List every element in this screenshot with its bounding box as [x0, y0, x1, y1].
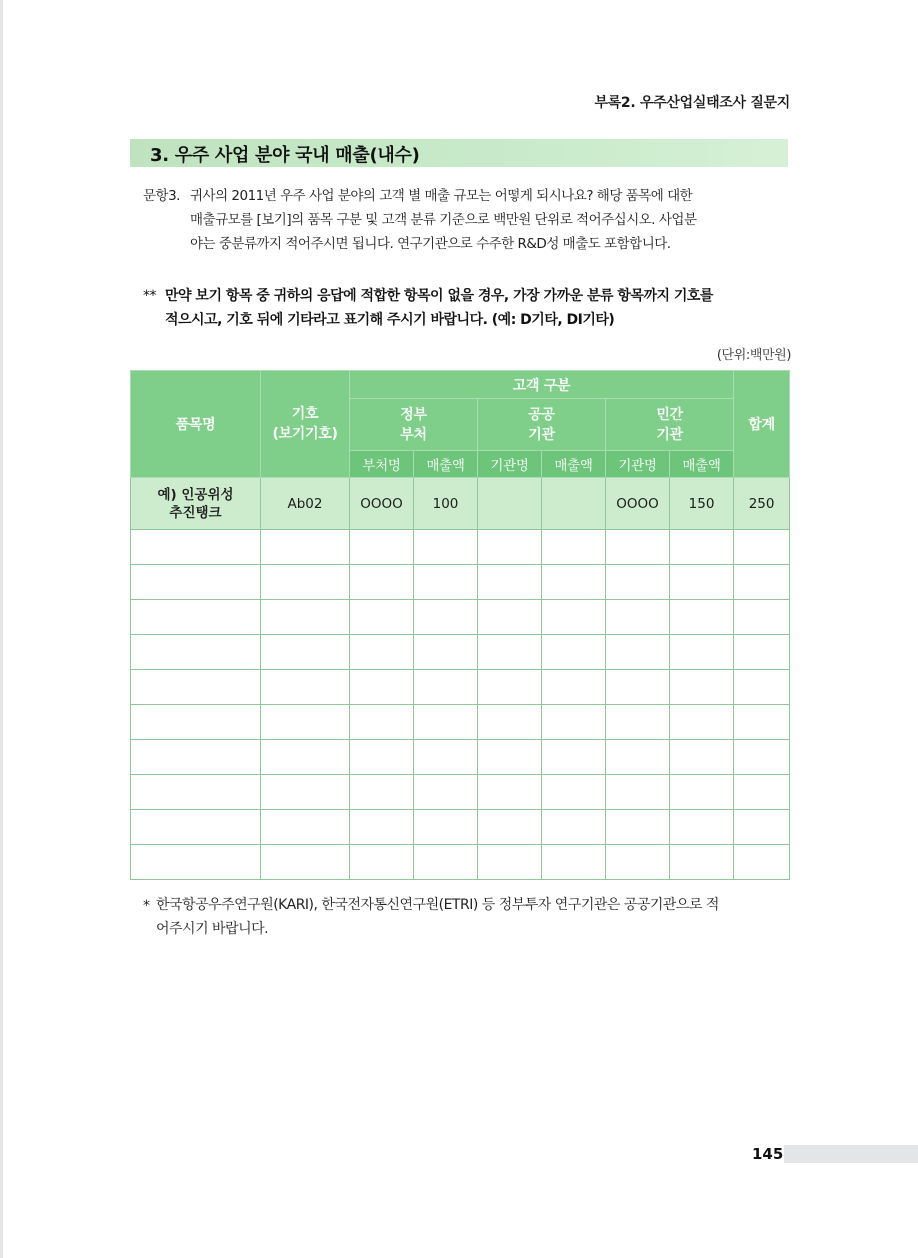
- note-line-1: 만약 보기 항목 중 귀하의 응답에 적합한 항목이 없을 경우, 가장 가까운 분류 항목까지 기호를: [165, 288, 713, 304]
- blank-cell[interactable]: [734, 705, 790, 740]
- header-government-line-2: 부처: [400, 426, 427, 443]
- table-row: [131, 775, 790, 810]
- blank-cell[interactable]: [131, 565, 261, 600]
- blank-cell[interactable]: [261, 635, 350, 670]
- blank-cell[interactable]: [261, 705, 350, 740]
- blank-cell[interactable]: [478, 530, 542, 565]
- blank-cell[interactable]: [350, 565, 414, 600]
- header-code-line-1: 기호: [291, 406, 319, 422]
- running-header: 부록2. 우주산업실태조사 질문지: [594, 95, 790, 111]
- note-mark: **: [143, 288, 156, 304]
- blank-cell[interactable]: [542, 670, 606, 705]
- question-line-3: 야는 중분류까지 적어주시면 됩니다. 연구기관으로 수주한 R&D성 매출도 포함합니다.: [190, 236, 671, 252]
- blank-cell[interactable]: [478, 635, 542, 670]
- blank-cell[interactable]: [261, 530, 350, 565]
- table-row: [131, 635, 790, 670]
- header-government: [350, 399, 478, 451]
- blank-cell[interactable]: [606, 775, 670, 810]
- blank-cell[interactable]: [734, 775, 790, 810]
- blank-cell[interactable]: [478, 810, 542, 845]
- example-item-line-2: 추진탱크: [169, 504, 222, 521]
- blank-cell[interactable]: [478, 600, 542, 635]
- blank-cell[interactable]: [670, 845, 734, 880]
- table-row: [131, 670, 790, 705]
- blank-cell[interactable]: [542, 600, 606, 635]
- blank-cell[interactable]: [478, 845, 542, 880]
- blank-cell[interactable]: [542, 565, 606, 600]
- blank-cell[interactable]: [478, 565, 542, 600]
- blank-cell[interactable]: [261, 810, 350, 845]
- header-private-agency-name: 기관명: [606, 451, 670, 478]
- footnote-text: [156, 893, 793, 941]
- blank-cell[interactable]: [734, 530, 790, 565]
- header-private-line-2: 기관: [656, 426, 683, 443]
- footnote: [143, 893, 793, 941]
- header-public: [478, 399, 606, 451]
- blank-cell[interactable]: [261, 740, 350, 775]
- example-public-agency-name: [478, 478, 542, 530]
- blank-cell[interactable]: [350, 810, 414, 845]
- blank-cell[interactable]: [734, 740, 790, 775]
- blank-cell[interactable]: [350, 705, 414, 740]
- example-private-agency-name: OOOO: [606, 478, 670, 530]
- header-total: 합계: [734, 371, 790, 478]
- header-public-line-2: 기관: [528, 426, 555, 443]
- table-row: [131, 530, 790, 565]
- note-line-2: 적으시고, 기호 뒤에 기타라고 표기해 주시기 바랍니다. (예: D기타, DI기타): [165, 312, 615, 328]
- blank-cell[interactable]: [261, 845, 350, 880]
- blank-cell[interactable]: [542, 775, 606, 810]
- blank-cell[interactable]: [261, 775, 350, 810]
- blank-cell[interactable]: [350, 600, 414, 635]
- page-number: 145: [752, 1145, 784, 1163]
- blank-cell[interactable]: [414, 635, 478, 670]
- note-text: [165, 284, 793, 332]
- header-code-line-2: (보기기호): [272, 426, 338, 442]
- blank-cell[interactable]: [734, 670, 790, 705]
- blank-cell[interactable]: [670, 740, 734, 775]
- header-code: [261, 371, 350, 478]
- blank-cell[interactable]: [350, 530, 414, 565]
- blank-cell[interactable]: [131, 705, 261, 740]
- blank-cell[interactable]: [131, 810, 261, 845]
- table-row: [131, 600, 790, 635]
- blank-cell[interactable]: [131, 845, 261, 880]
- blank-cell[interactable]: [414, 600, 478, 635]
- footnote-line-1: 한국항공우주연구원(KARI), 한국전자통신연구원(ETRI) 등 정부투자 연구기관은 공공기관으로 적: [156, 897, 719, 913]
- blank-cell[interactable]: [131, 670, 261, 705]
- blank-cell[interactable]: [734, 635, 790, 670]
- blank-cell[interactable]: [542, 845, 606, 880]
- blank-cell[interactable]: [350, 775, 414, 810]
- blank-cell[interactable]: [670, 600, 734, 635]
- blank-cell[interactable]: [261, 600, 350, 635]
- question-line-1: 귀사의 2011년 우주 사업 분야의 고객 별 매출 규모는 어떻게 되시나요? 해당 품목에 대한: [190, 188, 693, 204]
- table-body: [131, 478, 790, 880]
- blank-cell[interactable]: [606, 670, 670, 705]
- section-title: 3. 우주 사업 분야 국내 매출(내수): [150, 145, 420, 166]
- blank-cell[interactable]: [670, 565, 734, 600]
- blank-cell[interactable]: [350, 845, 414, 880]
- example-ministry-name: OOOO: [350, 478, 414, 530]
- blank-cell[interactable]: [414, 530, 478, 565]
- instruction-note: [143, 284, 793, 332]
- blank-cell[interactable]: [734, 600, 790, 635]
- blank-cell[interactable]: [542, 740, 606, 775]
- blank-cell[interactable]: [670, 670, 734, 705]
- header-public-line-1: 공공: [528, 406, 555, 423]
- blank-cell[interactable]: [414, 565, 478, 600]
- blank-cell[interactable]: [131, 635, 261, 670]
- blank-cell[interactable]: [131, 530, 261, 565]
- blank-cell[interactable]: [606, 600, 670, 635]
- sales-table: [130, 370, 790, 880]
- blank-cell[interactable]: [670, 705, 734, 740]
- blank-cell[interactable]: [606, 845, 670, 880]
- question-label: 문항3.: [143, 188, 180, 204]
- blank-cell[interactable]: [542, 705, 606, 740]
- header-item-name: 품목명: [131, 371, 261, 478]
- section-title-bar: [130, 139, 788, 167]
- question-line-2: 매출규모를 [보기]의 품목 구분 및 고객 분류 기준으로 백만원 단위로 적어주십시오. 사업분: [190, 212, 697, 228]
- page-number-bar: [784, 1145, 918, 1163]
- blank-cell[interactable]: [670, 775, 734, 810]
- blank-cell[interactable]: [542, 530, 606, 565]
- example-row: [131, 478, 790, 530]
- blank-cell[interactable]: [606, 635, 670, 670]
- example-total: 250: [734, 478, 790, 530]
- blank-cell[interactable]: [414, 670, 478, 705]
- example-public-sales: [542, 478, 606, 530]
- blank-cell[interactable]: [734, 565, 790, 600]
- header-private-line-1: 민간: [656, 406, 683, 423]
- blank-cell[interactable]: [606, 740, 670, 775]
- header-ministry-name: 부처명: [350, 451, 414, 478]
- blank-cell[interactable]: [606, 705, 670, 740]
- footnote-mark: *: [143, 898, 150, 914]
- blank-cell[interactable]: [414, 740, 478, 775]
- header-government-line-1: 정부: [400, 406, 427, 423]
- blank-cell[interactable]: [478, 705, 542, 740]
- header-public-sales: 매출액: [542, 451, 606, 478]
- blank-cell[interactable]: [350, 635, 414, 670]
- blank-cell[interactable]: [542, 810, 606, 845]
- blank-cell[interactable]: [542, 635, 606, 670]
- blank-cell[interactable]: [261, 565, 350, 600]
- blank-cell[interactable]: [734, 810, 790, 845]
- blank-cell[interactable]: [414, 810, 478, 845]
- blank-cell[interactable]: [131, 600, 261, 635]
- blank-cell[interactable]: [414, 705, 478, 740]
- header-private-sales: 매출액: [670, 451, 734, 478]
- table-row: [131, 740, 790, 775]
- blank-cell[interactable]: [606, 565, 670, 600]
- question-block: [143, 184, 793, 256]
- question-body: [190, 184, 793, 256]
- blank-cell[interactable]: [606, 810, 670, 845]
- blank-cell[interactable]: [350, 670, 414, 705]
- example-item-name: [131, 478, 261, 530]
- header-private: [606, 399, 734, 451]
- blank-cell[interactable]: [606, 530, 670, 565]
- table-row: [131, 565, 790, 600]
- blank-cell[interactable]: [131, 775, 261, 810]
- table-row: [131, 845, 790, 880]
- example-private-sales: 150: [670, 478, 734, 530]
- page-edge: [0, 0, 3, 1258]
- blank-cell[interactable]: [414, 845, 478, 880]
- blank-cell[interactable]: [350, 740, 414, 775]
- blank-cell[interactable]: [131, 740, 261, 775]
- table-row: [131, 810, 790, 845]
- blank-cell[interactable]: [670, 530, 734, 565]
- header-government-sales: 매출액: [414, 451, 478, 478]
- example-code: Ab02: [261, 478, 350, 530]
- blank-cell[interactable]: [478, 670, 542, 705]
- blank-cell[interactable]: [478, 775, 542, 810]
- blank-cell[interactable]: [734, 845, 790, 880]
- unit-label: (단위:백만원): [716, 348, 791, 363]
- header-public-agency-name: 기관명: [478, 451, 542, 478]
- example-item-line-1: 예) 인공위성: [157, 486, 234, 503]
- example-government-sales: 100: [414, 478, 478, 530]
- table-row: [131, 705, 790, 740]
- footnote-line-2: 어주시기 바랍니다.: [156, 921, 269, 937]
- blank-cell[interactable]: [478, 740, 542, 775]
- blank-cell[interactable]: [670, 635, 734, 670]
- blank-cell[interactable]: [261, 670, 350, 705]
- blank-cell[interactable]: [414, 775, 478, 810]
- blank-cell[interactable]: [670, 810, 734, 845]
- header-customer-group: 고객 구분: [350, 371, 734, 399]
